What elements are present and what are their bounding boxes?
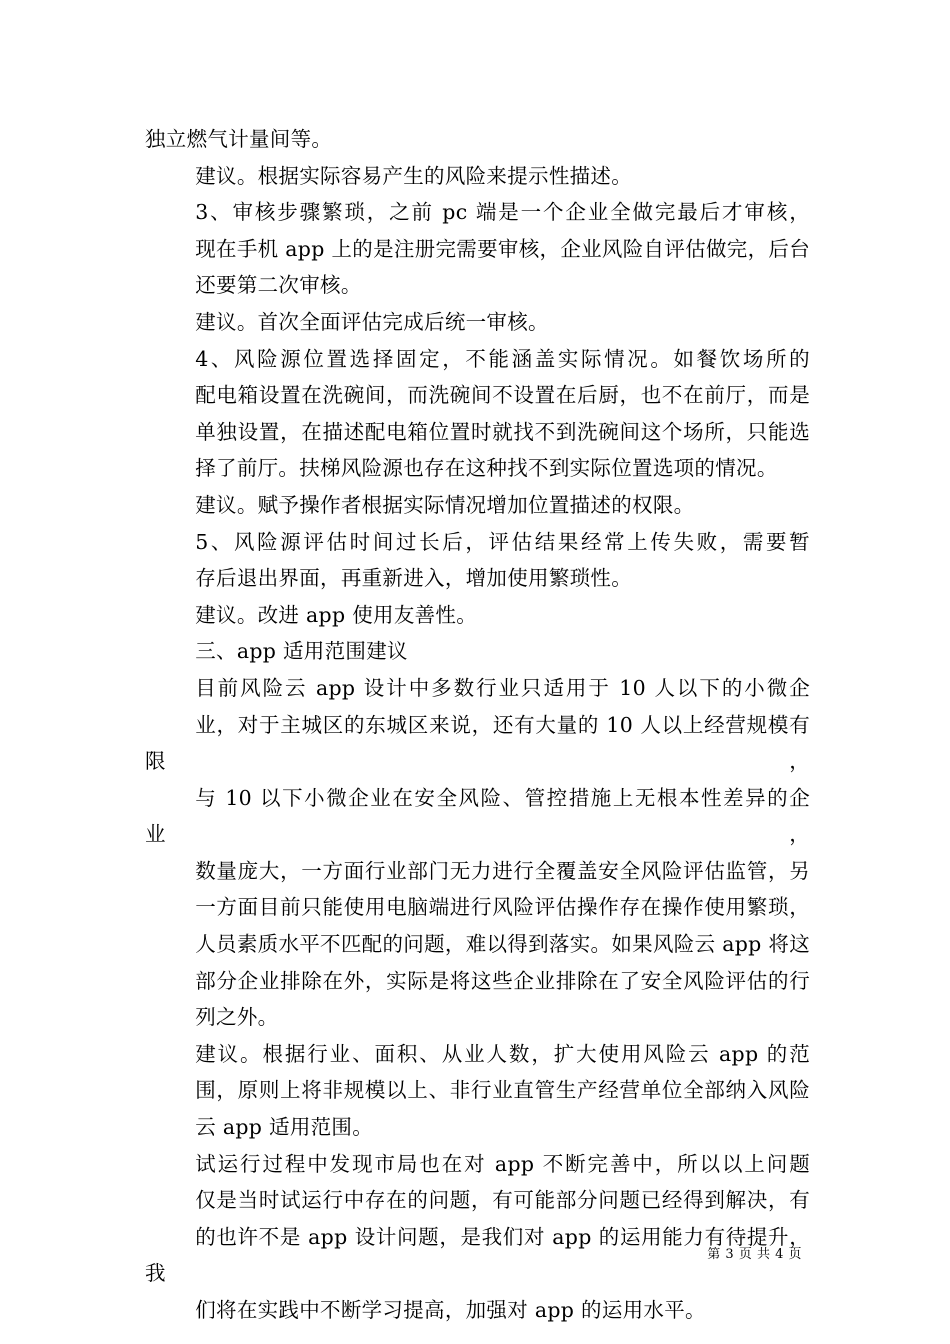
- text-line: 建议。赋予操作者根据实际情况增加位置描述的权限。: [195, 492, 695, 517]
- text-line: 独立燃气计量间等。: [145, 127, 333, 151]
- text-line: 建议。首次全面评估完成后统一审核。: [195, 309, 549, 334]
- paragraph: [145, 524, 810, 597]
- text-line: 一方面目前只能使用电脑端进行风险评估操作存在操作使用繁琐，: [195, 895, 810, 920]
- text-line: 业，对于主城区的东城区来说，还有大量的 10 人以上经营规模有限，: [145, 712, 810, 774]
- text-line: 围，原则上将非规模以上、非行业直管生产经营单位全部纳入风险: [195, 1078, 810, 1103]
- text-line: 们将在实践中不断学习提高，加强对 app 的运用水平。: [195, 1298, 706, 1322]
- text-line: 择了前厅。扶梯风险源也存在这种找不到实际位置选项的情况。: [195, 456, 778, 481]
- text-line: 列之外。: [195, 1005, 279, 1030]
- paragraph: [145, 597, 810, 634]
- text-line: 三、app 适用范围建议: [195, 639, 408, 664]
- paragraph: [145, 304, 810, 341]
- text-line: 建议。根据行业、面积、从业人数，扩大使用风险云 app 的范: [195, 1041, 810, 1066]
- text-line: 试运行过程中发现市局也在对 app 不断完善中，所以以上问题: [195, 1151, 810, 1176]
- text-line: 的也许不是 app 设计问题，是我们对 app 的运用能力有待提升，我: [145, 1224, 810, 1286]
- text-line: 还要第二次审核。: [195, 273, 362, 298]
- paragraph: [145, 341, 810, 487]
- text-line: 人员素质水平不匹配的问题，难以得到落实。如果风险云 app 将这: [195, 932, 810, 957]
- paragraph: [145, 633, 810, 670]
- text-line: 4、风险源位置选择固定，不能涵盖实际情况。如餐饮场所的: [195, 346, 810, 371]
- paragraph: [145, 158, 810, 195]
- text-line: 配电箱设置在洗碗间，而洗碗间不设置在后厨，也不在前厅，而是: [195, 383, 810, 408]
- paragraph: [145, 194, 810, 304]
- text-line: 目前风险云 app 设计中多数行业只适用于 10 人以下的小微企: [195, 675, 810, 700]
- text-line: 5、风险源评估时间过长后，评估结果经常上传失败，需要暂: [195, 529, 810, 554]
- text-line: 仅是当时试运行中存在的问题，有可能部分问题已经得到解决，有: [195, 1188, 810, 1213]
- text-line: 数量庞大，一方面行业部门无力进行全覆盖安全风险评估监管，另: [195, 858, 810, 883]
- page-footer: 第 3 页 共 4 页: [707, 1247, 802, 1262]
- text-line: 云 app 适用范围。: [195, 1115, 374, 1140]
- text-line: 单独设置，在描述配电箱位置时就找不到洗碗间这个场所，只能选: [195, 419, 810, 444]
- paragraph: [145, 670, 810, 1036]
- text-line: 建议。改进 app 使用友善性。: [195, 602, 478, 627]
- text-line: 建议。根据实际容易产生的风险来提示性描述。: [195, 163, 633, 188]
- text-line: 现在手机 app 上的是注册完需要审核，企业风险自评估做完，后台: [195, 236, 810, 261]
- paragraph: [145, 121, 810, 158]
- paragraph: [145, 1146, 810, 1329]
- paragraph: [145, 487, 810, 524]
- paragraph: [145, 1036, 810, 1146]
- text-line: 部分企业排除在外，实际是将这些企业排除在了安全风险评估的行: [195, 968, 810, 993]
- text-line: 3、审核步骤繁琐，之前 pc 端是一个企业全做完最后才审核，: [195, 200, 810, 225]
- text-line: 与 10 以下小微企业在安全风险、管控措施上无根本性差异的企业，: [145, 785, 810, 847]
- document-body: [145, 121, 810, 1329]
- text-line: 存后退出界面，再重新进入，增加使用繁琐性。: [195, 566, 633, 591]
